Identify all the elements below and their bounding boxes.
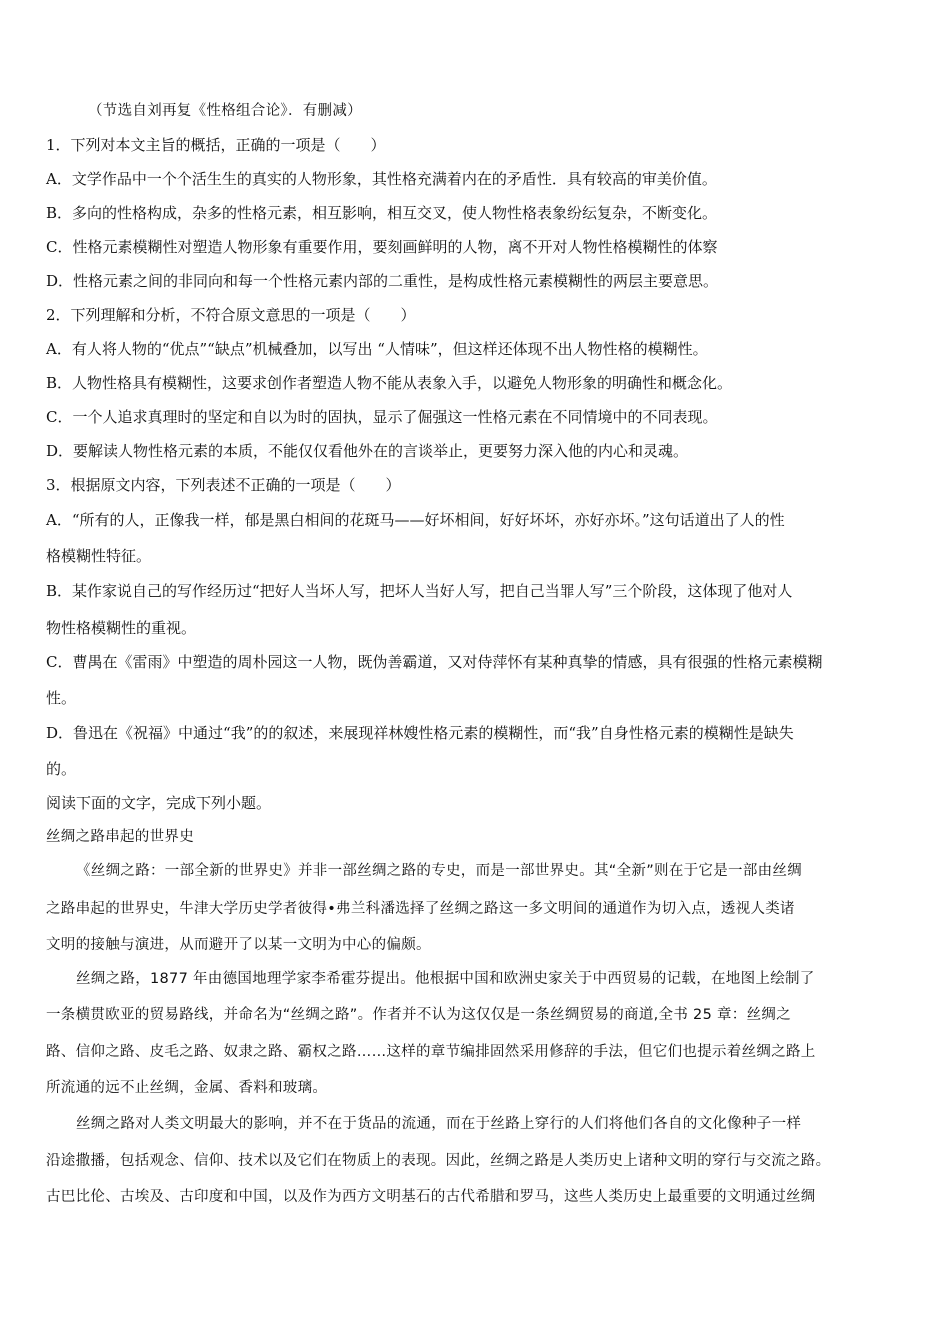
question-3-option-c-cont: 性。 [46, 689, 77, 707]
article-p1-line-2: 之路串起的世界史，牛津大学历史学者彼得•弗兰科潘选择了丝绸之路这一多文明间的通道作为切入点，透视人类诸 [46, 901, 795, 917]
article-title: 丝绸之路串起的世界史 [46, 829, 194, 845]
question-3-stem: 3．根据原文内容，下列表述不正确的一项是（ ） [46, 476, 401, 494]
question-1-option-d: D．性格元素之间的非同向和每一个性格元素内部的二重性，是构成性格元素模糊性的两层主要意思。 [46, 272, 719, 290]
article-p2-line-4: 所流通的远不止丝绸，金属、香料和玻璃。 [46, 1080, 328, 1096]
question-3-option-c: C．曹禺在《雷雨》中塑造的周朴园这一人物，既伪善霸道，又对侍萍怀有某种真挚的情感，具有很强的性格元素模糊 [46, 653, 823, 671]
reading-instruction: 阅读下面的文字，完成下列小题。 [46, 794, 272, 812]
article-p3-line-1: 丝绸之路对人类文明最大的影响，并不在于货品的流通，而在于丝路上穿行的人们将他们各自的文化像种子一样 [76, 1116, 802, 1132]
question-3-option-a: A．“所有的人，正像我一样，郁是黑白相间的花斑马——好坏相间，好好坏坏，亦好亦坏。”这句话道出了人的性 [46, 511, 785, 529]
article-p1-line-3: 文明的接触与演进，从而避开了以某一文明为中心的偏颇。 [46, 937, 431, 953]
question-2-option-c: C．一个人追求真理时的坚定和自以为时的固执，显示了倔强这一性格元素在不同情境中的不同表现。 [46, 408, 718, 426]
question-3-option-a-cont: 格模糊性特征。 [46, 547, 152, 565]
question-3-option-b-cont: 物性格模糊性的重视。 [46, 619, 197, 637]
article-p2-line-1: 丝绸之路，1877 年由德国地理学家李希霍芬提出。他根据中国和欧洲史家关于中西贸易的记载，在地图上绘制了 [76, 971, 815, 987]
article-p3-line-2: 沿途撒播，包括观念、信仰、技术以及它们在物质上的表现。因此，丝绸之路是人类历史上诸种文明的穿行与交流之路。 [46, 1153, 831, 1169]
question-3-option-d-cont: 的。 [46, 760, 77, 778]
question-2-option-b: B．人物性格具有模糊性，这要求创作者塑造人物不能从表象入手，以避免人物形象的明确性和概念化。 [46, 374, 733, 392]
article-p2-line-3: 路、信仰之路、皮毛之路、奴隶之路、霸权之路……这样的章节编排固然采用修辞的手法，但它们也提示着丝绸之路上 [46, 1044, 816, 1060]
question-1-option-a: A．文学作品中一个个活生生的真实的人物形象，其性格充满着内在的矛盾性．具有较高的审美价值。 [46, 170, 717, 188]
question-1-stem: 1．下列对本文主旨的概括，正确的一项是（ ） [46, 136, 386, 154]
article-p2-line-2: 一条横贯欧亚的贸易路线，并命名为“丝绸之路”。作者并不认为这仅仅是一条丝绸贸易的商道,全书 25 章：丝绸之 [46, 1007, 791, 1023]
question-2-stem: 2．下列理解和分析，不符合原文意思的一项是（ ） [46, 306, 416, 324]
question-2-option-d: D．要解读人物性格元素的本质，不能仅仅看他外在的言谈举止，更要努力深入他的内心和灵魂。 [46, 442, 689, 460]
source-note: （节选自刘再复《性格组合论》．有删减） [88, 103, 362, 119]
article-p3-line-3: 古巴比伦、古埃及、古印度和中国，以及作为西方文明基石的古代希腊和罗马，这些人类历史上最重要的文明通过丝绸 [46, 1189, 816, 1205]
question-1-option-b: B．多向的性格构成，杂多的性格元素，相互影响，相互交叉，使人物性格表象纷纭复杂，不断变化。 [46, 204, 718, 222]
question-1-option-c: C．性格元素模糊性对塑造人物形象有重要作用，要刻画鲜明的人物，离不开对人物性格模糊性的体察 [46, 238, 718, 256]
article-p1-line-1: 《丝绸之路：一部全新的世界史》并非一部丝绸之路的专史，而是一部世界史。其“全新”则在于它是一部由丝绸 [76, 863, 803, 879]
question-3-option-b: B．某作家说自己的写作经历过“把好人当坏人写，把坏人当好人写，把自己当罪人写”三个阶段，这体现了他对人 [46, 582, 793, 600]
question-2-option-a: A．有人将人物的“优点”“缺点”机械叠加，以写出 “人情味”，但这样还体现不出人物性格的模糊性。 [46, 340, 708, 358]
question-3-option-d: D．鲁迅在《祝福》中通过“我”的的叙述，来展现祥林嫂性格元素的模糊性，而“我”自身性格元素的模糊性是缺失 [46, 724, 794, 742]
